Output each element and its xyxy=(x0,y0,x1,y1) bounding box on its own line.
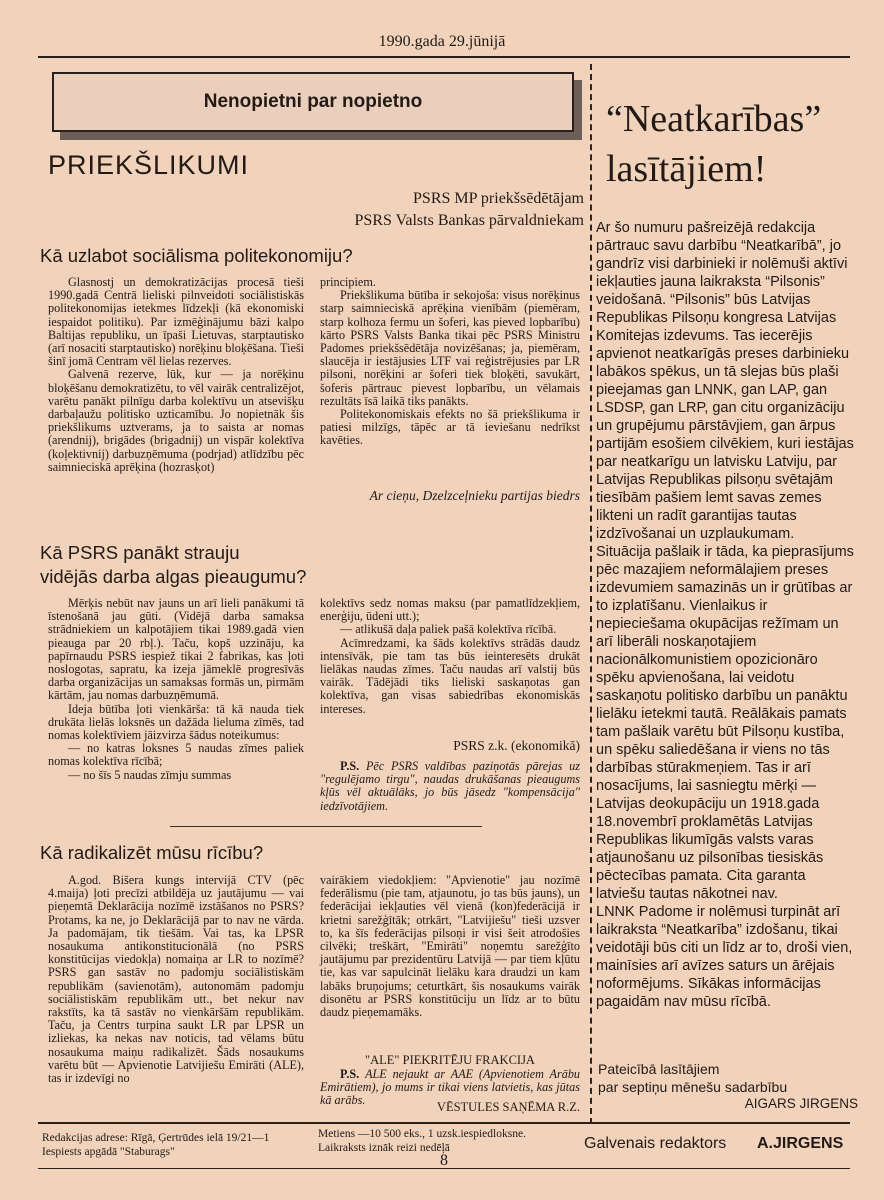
column-banner xyxy=(52,72,574,132)
editorial-paragraph: Situācija pašlaik ir tāda, ka pieprasījums pēc mazajiem neformālajiem preses izdevumiem samazinās un ir grūtības ar to izplatīšanu. Vienlaikus ir nepieciešama okupācijas režīmam un arī liberāli noskaņotajiem nacionālkomunistiem opozicionāro spēku apvienošana, lai veidotu saskaņotu politisko darbību un panāktu lielāku ietekmi tautā. Reālākais pamats tam pašlaik varētu būt Pilsoņu kustība, un spēku saliedēšana ir viens no tās darbības stūrakmeņiem. Tas ir arī nosacījums, lai sasniegtu mērķi — Latvijas deokupāciju un 1918.gada 18.novembrī proklamētās Latvijas Republikas likumīgās valsts varas atjaunošanu uz pilsonības tiesiskās pēctecības pamata. Cita garanta latviešu tautas nākotnei nav. xyxy=(596,544,854,902)
editorial-thanks xyxy=(598,1060,860,1096)
editorial-signature: AIGARS JIRGENS xyxy=(744,1096,858,1111)
addressee-line-1: PSRS MP priekšsēdētājam xyxy=(413,190,584,207)
footer-print-line-2: Laikraksts iznāk reizi nedēļā xyxy=(318,1142,450,1154)
article-paragraph: Galvenā rezerve, lūk, kur — ja norēķinu bloķēšanu demokratizētu, to vēl vairāk centralizējot, varētu panākt pilnīgu darba kolektīvu un atsevišķu darbaļaužu politisko uzticamību. Jo nopietnāk šis priekšlikums uztverams, ja to saista ar nomas (arendnij), brigādes (brigadnij) un vispār kolektīva (koļektivnij) darbuzņēmuma (podrjad) atlīdzību pēc saimnieciskā aprēķina (hozrasķot) xyxy=(48,367,304,474)
article-paragraph: principiem. xyxy=(320,275,376,289)
section-divider xyxy=(170,826,482,827)
article-2-title-line-2: vidējās darba algas pieaugumu? xyxy=(40,566,307,587)
editorial-body xyxy=(596,219,858,1011)
article-1-title: Kā uzlabot sociālisma politekonomiju? xyxy=(40,245,353,266)
column-title: Nenopietni par nopietno xyxy=(203,91,423,112)
page-number: 8 xyxy=(440,1152,448,1169)
footer-address-line-2: Iespiests apgādā "Staburags" xyxy=(42,1146,175,1158)
thanks-line-1: Pateicībā lasītājiem xyxy=(598,1061,720,1077)
article-paragraph: kolektīvs sedz nomas maksu (par pamatlīdzekļiem, enerģiju, ūdeni utt.); xyxy=(320,596,580,624)
article-1-signature: Ar cieņu, Dzelzceļnieku partijas biedrs xyxy=(369,488,580,503)
article-paragraph: Acīmredzami, ka šāds kolektīvs strādās daudz intensīvāk, pie tam tas būs ieinteresēts drukāt lielākas naudas zīmes. Taču naudas arī valstij būs vairāk. Tādējādi tiks lieliski saskaņotas gan kolektīva, gan visas sabiedrības ekonomiskās intereses. xyxy=(320,635,580,716)
article-2-title-line-1: Kā PSRS panākt strauju xyxy=(40,542,240,563)
article-2-left-column xyxy=(48,597,304,782)
issue-date: 1990.gada 29.jūnijā xyxy=(378,33,506,50)
article-3-received: VĒSTULES SAŅĒMA R.Z. xyxy=(436,1100,580,1114)
article-2-postscript xyxy=(320,760,580,813)
top-rule xyxy=(38,56,850,58)
article-paragraph: A.god. Bišera kungs intervijā CTV (pēc 4.maija) ļoti precīzi atbildēja uz jautājumu — vai pieņemtā Deklarācija nozīmē izstāšanos no PSRS? Protams, ka ne, jo Deklarācijā par to nav ne vārda. Ja padomājam, tik tiešām. Vai tas, ka LPSR nosaukuma antikonstitucionālā (no PSRS konstitūcijas viedokļa) nomaiņa ar LR to nozīmē? PSRS gan sastāv no padomju sociālistiskām republikām (savienotām), autonomām padomju sociālistiskām republikām utt., bet nekur nav rakstīts, ka tā sastāv no vienkāršām republikām. Taču, ja Centrs turpina saukt LR par LPSR un izliekas, ka nekas nav noticis, tad vēlams būtu nosaukuma maiņu radikalizēt. Šāds nosaukums varētu būt — Apvienotie Latvijiešu Emirāti (ALE), tas ir izdevīgi no xyxy=(48,873,304,1086)
article-3-faction: "ALE" PIEKRITĒJU FRAKCIJA xyxy=(365,1053,535,1067)
article-1-right-column xyxy=(320,276,580,448)
footer-address-line-1: Redakcijas adrese: Rīgā, Ģertrūdes ielā 19/21—1 xyxy=(42,1132,270,1144)
footer-print-info xyxy=(318,1127,526,1155)
editorial-paragraph: LNNK Padome ir nolēmusi turpināt arī laikraksta “Neatkarība” izdošanu, tikai veidotāji būs citi un līdz ar to, droši vien, mainīsies arī avīzes saturs un ārējais noformējums. Sīkākas informācijas pagaidām nav mūsu rīcībā. xyxy=(596,904,853,1010)
article-paragraph: Ideja būtība ļoti vienkārša: tā kā nauda tiek drukāta lielās loksnēs un dažāda lieluma zīmēs, tad nomas kolektīviem jāizvirza šādus noteikumus: xyxy=(48,701,304,743)
ps-text: ALE nejaukt ar AAE (Apvienotiem Arābu Emirātiem), jo mums ir tikai viens latvietis, kas jūtas kā arābs. xyxy=(320,1067,581,1108)
article-2-signature: PSRS z.k. (ekonomikā) xyxy=(453,738,580,753)
ps-label: P.S. xyxy=(340,1067,360,1081)
article-2-right-column xyxy=(320,597,580,716)
column-divider xyxy=(590,64,592,1124)
footer-print-line-1: Metiens —10 500 eks., 1 uzsk.iespiedloksne. xyxy=(318,1128,526,1140)
ps-text: Pēc PSRS valdības paziņotās pārejas uz "regulējamo tirgu", naudas drukāšanas pieaugums kļūs vēl aktuālāks, jo būs jāsedz "kompensācija" iedzīvotājiem. xyxy=(320,759,580,813)
editor-label: Galvenais redaktors xyxy=(584,1135,727,1152)
article-paragraph: Glasnostj un demokratizācijas procesā tieši 1990.gadā Centrā lieliski pilnveidoti sociālistiskās politekonomijas ietekmes līdzekļi (kā ekonomiski iespaidot politiku). Par izmēģinājumu bāzi kalpo Baltijas republiku, un īpaši Lietuvas, starptautisko (arī nosaciti starptautisko) norēķinu bloķēšana. Tieši šinī jomā Centram vēl lielas rezerves. xyxy=(48,275,304,369)
article-3-left-column xyxy=(48,874,304,1085)
article-paragraph: — no šīs 5 naudas zīmju summas xyxy=(68,767,232,782)
article-paragraph: Priekšlikuma būtība ir sekojoša: visus norēķinus starp saimnieciskā aprēķina vienībām (piemēram, starp kolhoza fermu un šoferi, kas pieved lopbarību) kārto PSRS Valsts Banka tikai pēc PSRS Ministru Padomes priekšsēdētāja novizēšanas; ja, piemēram, slaucēja ir iestājusies LTF vai reģistrējusies par LR pilsoni, norēķini ar šoferi tiek bloķēti, savukārt, šoferis pārtrauc pievest lopbarību, un vēlamais rezultāts īsā laikā tiks panākts. xyxy=(320,288,580,408)
article-paragraph: vairākiem viedokļiem: "Apvienotie" jau nozīmē federālismu (pie tam, atjaunotu, jo tas būs jauns), un federācijai iekļauties vēl vienā (kon)federācijā ir krietni sarežģītāk; otrkārt, "Latvijiešu" tieši uzsver to, ka šīs federācijas pilsoņi ir visi šeit atrodošies cilvēki; treškārt, "Emirāti" noņemtu sarežģīto jautājumu par prezidentūru Latvijā — par tiem kļūtu tie, kas var sapulcināt lielāku kara draudzi un kam labāks bruņojums; ceturtkārt, šis nosaukums vairāk disonētu ar PSRS konstitūciju un līdz ar to būtu daudz pieņemamāks. xyxy=(320,873,580,1020)
editorial-title-line-2: lasītājiem! xyxy=(606,148,767,190)
article-3-title: Kā radikalizēt mūsu rīcību? xyxy=(40,842,264,863)
addressee-line-2: PSRS Valsts Bankas pārvaldniekam xyxy=(354,212,584,229)
page-heading: PRIEKŠLIKUMI xyxy=(48,150,250,180)
article-paragraph: Mērķis nebūt nav jauns un arī lieli panākumi tā īstenošanā jau gūti. (Vidējā darba samaksa strādniekiem un kalpotājiem tikai 1989.gadā vien pieauga par 20 rbļ.). Taču, kopš uzzināju, ka papīrnaudu PSRS iespiež tikai 2 fabrikas, kas ļoti noslogotas, sapratu, ka izeja jāmeklē progresīvās darba organizācijas un samaksas formās un, pirmām kārtām, jau nomas darbuzņēmumā. xyxy=(48,596,304,703)
article-1-left-column xyxy=(48,276,304,474)
ps-label: P.S. xyxy=(340,759,360,773)
footer-rule xyxy=(38,1122,850,1124)
article-paragraph: — atlikušā daļa paliek pašā kolektīva rīcībā. xyxy=(340,622,557,637)
bottom-rule xyxy=(38,1168,850,1169)
editorial-paragraph: Ar šo numuru pašreizējā redakcija pārtrauc savu darbību “Neatkarībā”, jo gandrīz visi darbinieki ir nolēmuši aktīvi iekļauties jauna laikraksta “Pilsonis” veidošanā. “Pilsonis” būs Latvijas Republikas Pilsoņu kongresa Latvijas Komitejas izdevums. Tas iecerējis apvienot neatkarīgās preses darbinieku labākos spēkus, un tā slejas būs plaši pieejamas gan LNNK, gan LAP, gan LSDSP, gan LRP, gan citu organizāciju un grupējumu pārstāvjiem, gan ārpus partijām esošiem cilvēkiem, kuri iestājas par neatkarīgu un latvisku Latviju, par Latvijas Republikas pilsoņu svētajām tiesībām pašiem lemt savas zemes likteni un radīt garantijas tautas izdzīvošanai un uzplaukumam. xyxy=(596,220,854,542)
editor-name: A.JIRGENS xyxy=(757,1135,844,1152)
article-3-right-column xyxy=(320,874,580,1019)
editorial-title-line-1: “Neatkarības” xyxy=(606,98,822,140)
article-paragraph: Politekonomiskais efekts no šā priekšlikuma ir patiesi milzīgs, tāpēc ar tā ieviešanu nedrīkst kavēties. xyxy=(320,407,580,448)
footer-address xyxy=(42,1131,269,1159)
editorial-title xyxy=(606,94,821,194)
thanks-line-2: par septiņu mēnešu sadarbību xyxy=(598,1079,788,1095)
article-paragraph: — no katras loksnes 5 naudas zīmes paliek nomas kolektīva rīcībā; xyxy=(48,741,304,769)
addressee-block xyxy=(355,188,584,232)
